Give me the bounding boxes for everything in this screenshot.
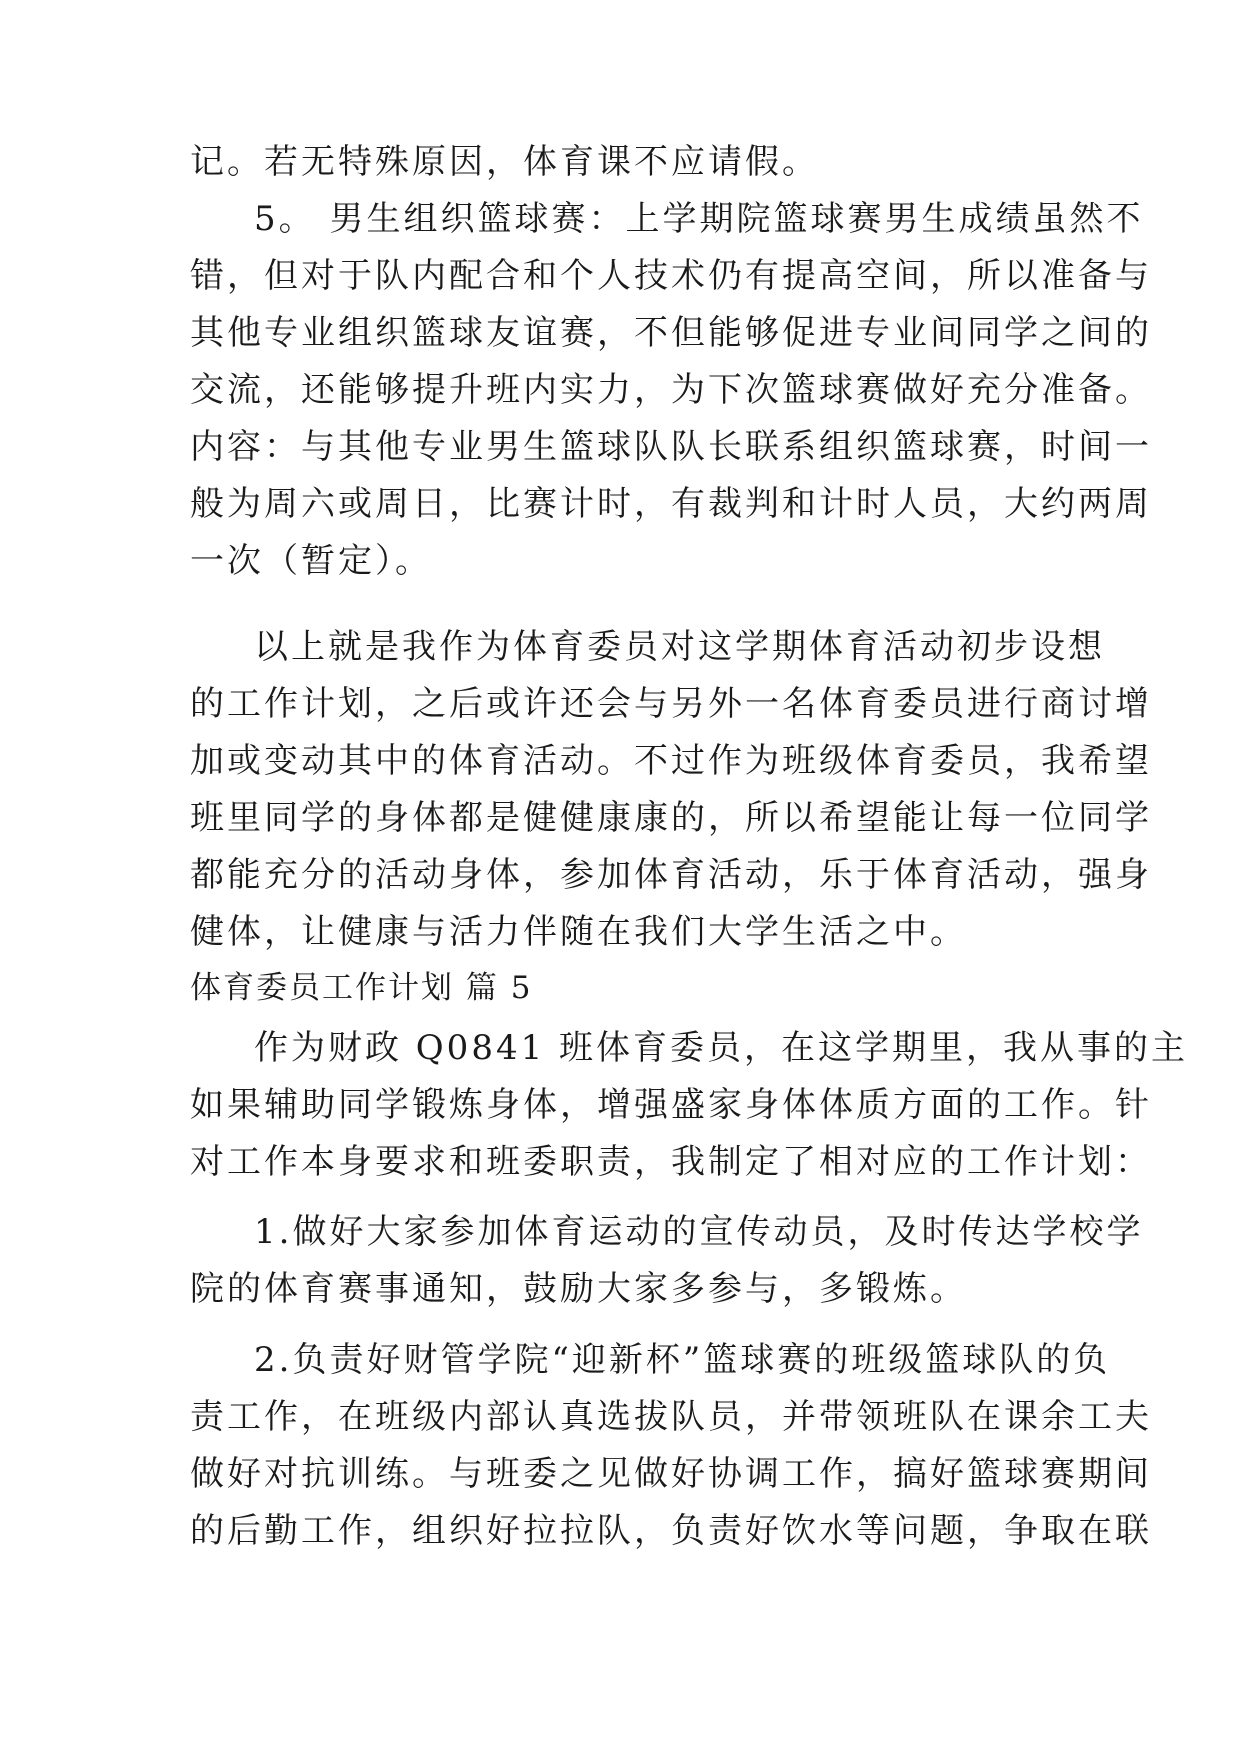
- text-line: 般为周六或周日，比赛计时，有裁判和计时人员，大约两周: [190, 484, 1152, 524]
- text-line: 都能充分的活动身体，参加体育活动，乐于体育活动，强身: [190, 855, 1152, 895]
- text-line: 2.负责好财管学院“迎新杯”篮球赛的班级篮球队的负: [254, 1340, 1111, 1380]
- text-line: 对工作本身要求和班委职责，我制定了相对应的工作计划：: [190, 1142, 1152, 1182]
- text-line: 的工作计划，之后或许还会与另外一名体育委员进行商讨增: [190, 684, 1152, 724]
- text-line: 以上就是我作为体育委员对这学期体育活动初步设想: [254, 627, 1105, 667]
- text-line: 如果辅助同学锻炼身体，增强盛家身体体质方面的工作。针: [190, 1085, 1152, 1125]
- text-line: 其他专业组织篮球友谊赛，不但能够促进专业间同学之间的: [190, 313, 1152, 353]
- text-line: 错，但对于队内配合和个人技术仍有提高空间，所以准备与: [190, 256, 1152, 296]
- text-line: 内容：与其他专业男生篮球队队长联系组织篮球赛，时间一: [190, 427, 1152, 467]
- text-line: 一次（暂定）。: [190, 541, 432, 581]
- text-line: 责工作，在班级内部认真选拔队员，并带领班队在课余工夫: [190, 1397, 1152, 1437]
- text-line: 班里同学的身体都是健健康康的，所以希望能让每一位同学: [190, 798, 1152, 838]
- text-line: 5。 男生组织篮球赛：上学期院篮球赛男生成绩虽然不: [254, 199, 1144, 239]
- text-line: 加或变动其中的体育活动。不过作为班级体育委员，我希望: [190, 741, 1152, 781]
- text-line: 院的体育赛事通知，鼓励大家多参与，多锻炼。: [190, 1269, 967, 1309]
- text-line: 交流，还能够提升班内实力，为下次篮球赛做好充分准备。: [190, 370, 1152, 410]
- text-line: 作为财政 Q0841 班体育委员，在这学期里，我从事的主: [254, 1028, 1189, 1068]
- text-line: 的后勤工作，组织好拉拉队，负责好饮水等问题，争取在联: [190, 1511, 1152, 1551]
- text-line: 健体，让健康与活力伴随在我们大学生活之中。: [190, 912, 967, 952]
- text-line: 记。若无特殊原因，体育课不应请假。: [190, 142, 819, 182]
- text-line: 做好对抗训练。与班委之见做好协调工作，搞好篮球赛期间: [190, 1454, 1152, 1494]
- text-line: 1.做好大家参加体育运动的宣传动员，及时传达学校学: [254, 1212, 1144, 1252]
- section-heading: 体育委员工作计划 篇 5: [190, 970, 533, 1006]
